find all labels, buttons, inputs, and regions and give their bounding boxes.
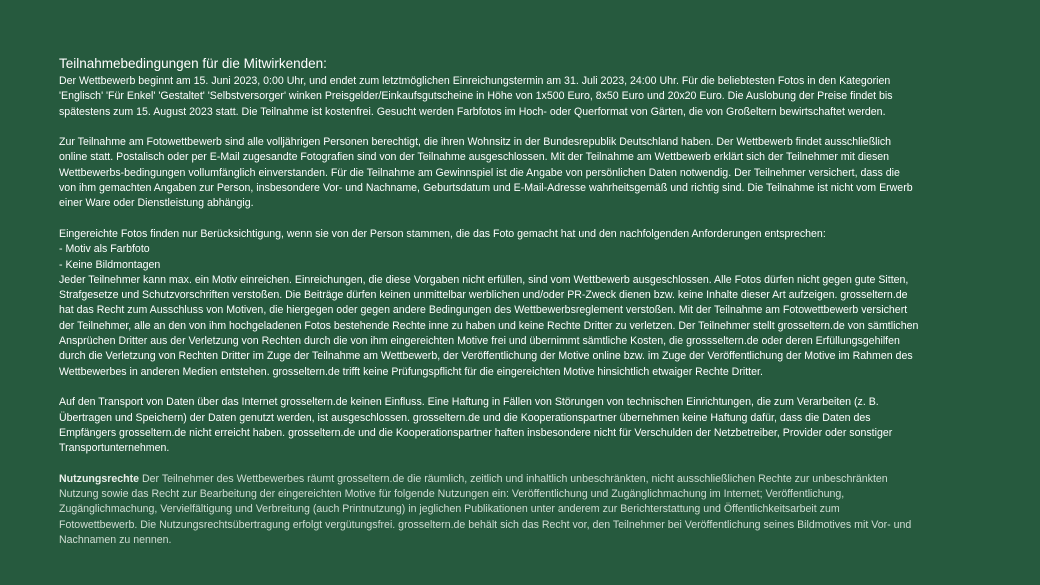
paragraph-data-liability: Auf den Transport von Daten über das Internet grosseltern.de keinen Einfluss. Eine Haftung in Fällen von Störungen von technischen Einrichtungen, die zum Verarbeiten (z. B. Übertragen und Speichern) der Daten genutzt werden, ist ausgeschlossen. grosseltern.de und die Kooperationspartner übernehmen keine Haftung dafür, dass die Daten des Empfängers grosseltern.de nicht erreicht haben. grosseltern.de und die Kooperationspartner haften insbesondere nicht für Verschulden der Netzbetreiber, Provider oder sonstiger Transportunternehmen. <box>59 396 893 455</box>
usage-rights-term: Nutzungsrechte <box>59 472 140 485</box>
page-title: Teilnahmebedingungen für die Mitwirkenden: <box>59 56 327 71</box>
paragraph-usage-rights <box>59 472 919 548</box>
paragraph-photo-requirements: Eingereichte Fotos finden nur Berücksichtigung, wenn sie von der Person stammen, die das Foto gemacht hat und den nachfolgenden Anforderungen entsprechen: - Motiv als Farbfoto - Keine Bildmontagen Jeder Teilnehmer kann max. ein Motiv einreichen. Einreichungen, die diese Vorgaben nicht erfüllen, sind vom Wettbewerb ausgeschlossen. Alle Fotos dürfen nicht gegen gute Sitten, Strafgesetze und Schutzvorschriften verstoßen. Die Beiträge dürfen keinen unmittelbar werblichen und/oder PR-Zweck dienen bzw. keine Inhalte dieser Art aufzeigen. grosseltern.de hat das Recht zum Ausschluss von Motiven, die hiergegen oder gegen andere Bedingungen des Wettbewerbsreglement verstoßen. Mit der Teilnahme am Fotowettbewerb versichert der Teilnehmer, alle an den von ihm hochgeladenen Fotos bestehende Rechte inne zu haben und keine Rechte Dritter zu verletzen. Der Teilnehmer stellt grosseltern.de von sämtlichen Ansprüchen Dritter aus der Verletzung von Rechten durch die von ihm eingereichten Motive frei und übernimmt sämtliche Kosten, die grossseltern.de oder deren Erfüllungsgehilfen durch die Verletzung von Rechten Dritter im Zuge der Teilnahme am Wettbewerb, der Veröffentlichung der Motive online bzw. im Zuge der Veröffentlichung der Motive im Rahmen des Wettbewerbes in anderen Medien entstehen. grosseltern.de trifft keine Prüfungspflicht für die eingereichten Motive hinsichtlich etwaiger Rechte Dritter. <box>59 227 919 378</box>
usage-rights-text: Der Teilnehmer des Wettbewerbes räumt grosseltern.de die räumlich, zeitlich und inhaltlich unbeschränkten, nicht ausschließlichen Rechte zur unbeschränkten Nutzung sowie das Recht zur Bearbeitung der eingereichten Motive für folgende Nutzungen ein: Veröffentlichung und Zugänglichmachung im Internet; Veröffentlichung, Zugänglichmachung, Vervielfältigung und Verbreitung (auch Printnutzung) in jeglichen Publikationen unter anderem zur Berichterstattung und Öffentlichkeitsarbeit zum Fotowettbewerb. Die Nutzungsrechtsübertragung erfolgt vergütungsfrei. grosseltern.de behält sich das Recht vor, den Teilnehmer bei Veröffentlichung seines Bildmotives mit Vor- und Nachnamen zu nennen. <box>59 472 912 546</box>
terms-document <box>59 55 919 564</box>
paragraph-eligibility: Zur Teilnahme am Fotowettbewerb sind alle volljährigen Personen berechtigt, die ihren Wohnsitz in der Bundesrepublik Deutschland haben. Der Wettbewerb findet ausschließlich online statt. Postalisch oder per E-Mail zugesandte Fotografien sind von der Teilnahme ausgeschlossen. Mit der Teilnahme am Wettbewerb erklärt sich der Teilnehmer mit diesen Wettbewerbs-bedingungen vollumfänglich einverstanden. Für die Teilnahme am Gewinnspiel ist die Angabe von persönlichen Daten notwendig. Der Teilnehmer versichert, dass die von ihm gemachten Angaben zur Person, insbesondere Vor- und Nachname, Geburtsdatum und E-Mail-Adresse wahrheitsgemäß und richtig sind. Die Teilnahme ist nicht vom Erwerb einer Ware oder Dienstleistung abhängig. <box>59 136 913 210</box>
paragraph-dates-prizes: Der Wettbewerb beginnt am 15. Juni 2023, 0:00 Uhr, und endet zum letztmöglichen Einreichungstermin am 31. Juli 2023, 24:00 Uhr. Für die beliebtesten Fotos in den Kategorien 'Englisch' 'Für Enkel' 'Gestaltet' 'Selbstversorger' winken Preisgelder/Einkaufsgutscheine in Höhe von 1x500 Euro, 8x50 Euro und 20x20 Euro. Die Auslobung der Preise findet bis spätestens zum 15. August 2023 statt. Die Teilnahme ist kostenfrei. Gesucht werden Farbfotos im Hoch- oder Querformat von Gärten, die von Großeltern bewirtschaftet werden. <box>59 75 893 118</box>
